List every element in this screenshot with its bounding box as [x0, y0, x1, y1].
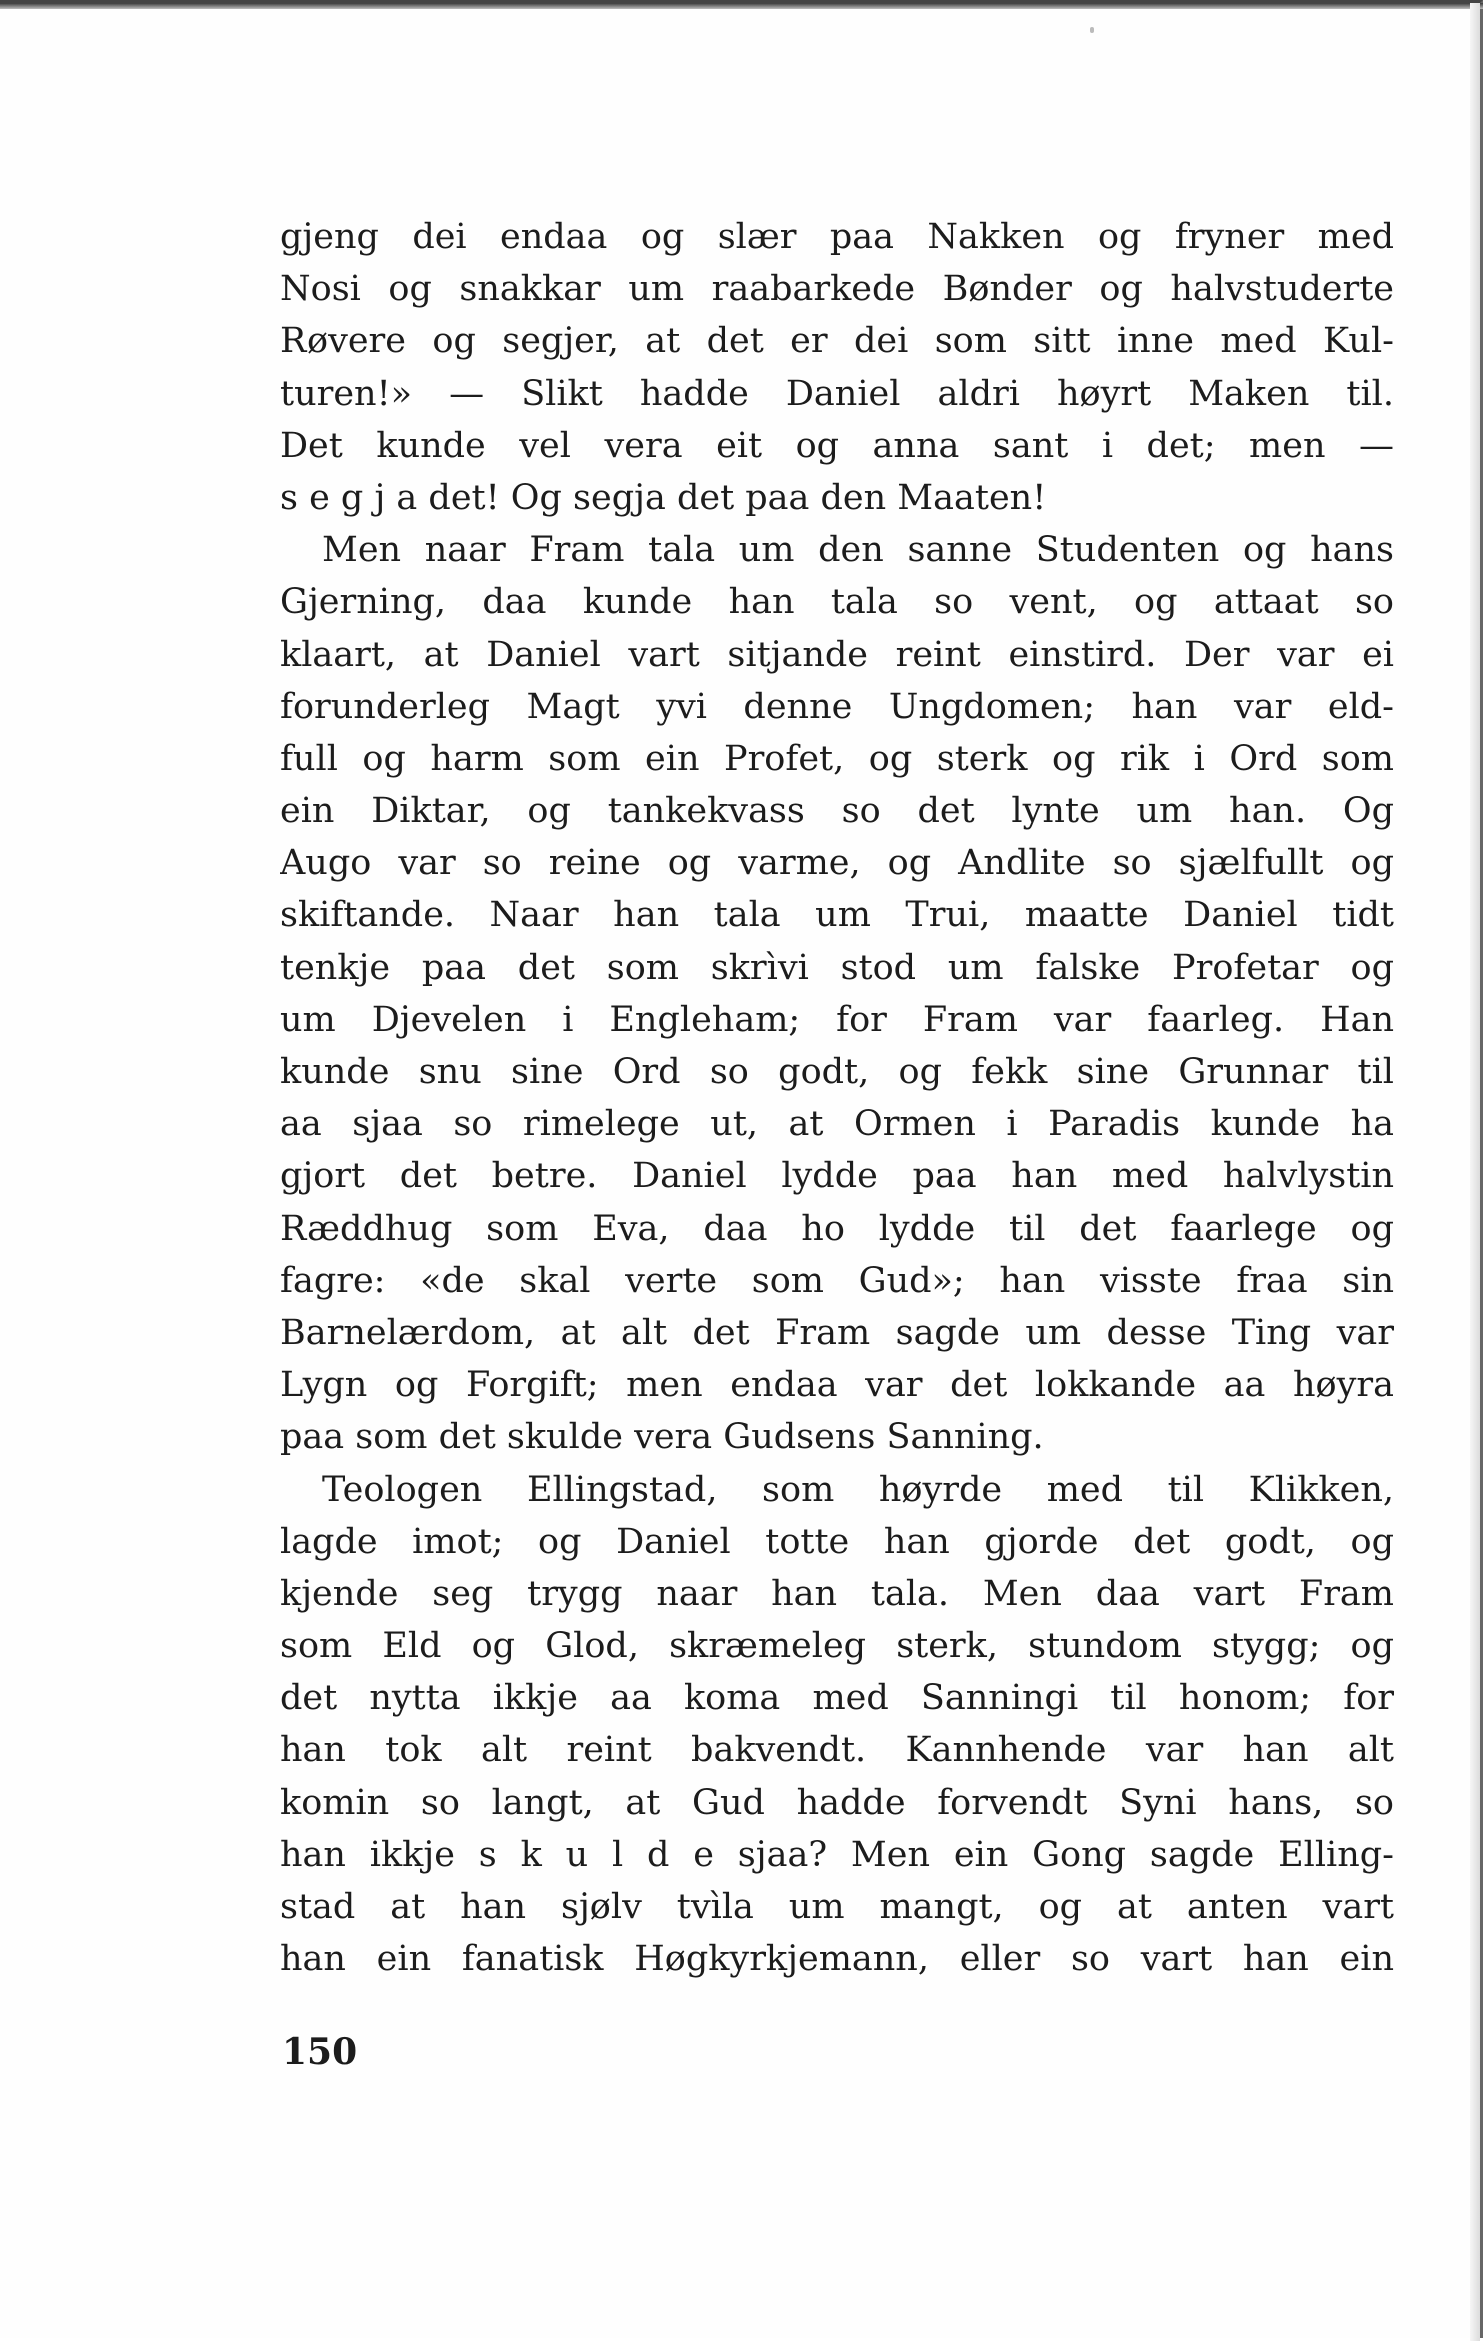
- text-line: stad at han sjølv tvìla um mangt, og at anten vart: [280, 1887, 1394, 1927]
- text-line: Teologen Ellingstad, som høyrde med til Klikken,: [322, 1469, 1394, 1510]
- text-line: Røvere og segjer, at det er dei som sitt inne med Kul-: [280, 321, 1394, 362]
- text-line: Lygn og Forgift; men endaa var det lokkande aa høyra: [280, 1365, 1394, 1406]
- text-line: Barnelærdom, at alt det Fram sagde um desse Ting var: [280, 1312, 1394, 1353]
- text-line: kunde snu sine Ord so godt, og fekk sine Grunnar til: [280, 1052, 1394, 1092]
- text-line: han ein fanatisk Høgkyrkjemann, eller so vart han ein: [280, 1939, 1394, 1980]
- text-line: turen!» — Slikt hadde Daniel aldri høyrt Maken til.: [280, 373, 1394, 414]
- text-line: Ræddhug som Eva, daa ho lydde til det faarlege og: [280, 1208, 1394, 1249]
- text-line: um Djevelen i Engleham; for Fram var faarleg. Han: [280, 999, 1394, 1040]
- text-line: Gjerning, daa kunde han tala so vent, og attaat so: [280, 582, 1394, 623]
- text-line: Det kunde vel vera eit og anna sant i det; men —: [280, 425, 1394, 466]
- text-line: det nytta ikkje aa koma med Sanningi til honom; for: [280, 1678, 1394, 1719]
- body-text: [280, 211, 1394, 1985]
- page-number: 150: [282, 2031, 358, 2073]
- text-line: lagde imot; og Daniel totte han gjorde det godt, og: [280, 1521, 1394, 1562]
- text-line: gjort det betre. Daniel lydde paa han med halvlystin: [280, 1156, 1394, 1197]
- text-line: s e g j a det! Og segja det paa den Maaten!: [280, 477, 1047, 518]
- text-line: aa sjaa so rimelege ut, at Ormen i Paradis kunde ha: [280, 1104, 1394, 1145]
- text-line: skiftande. Naar han tala um Trui, maatte Daniel tidt: [280, 895, 1394, 936]
- text-line: ein Diktar, og tankekvass so det lynte um han. Og: [280, 791, 1394, 832]
- scan-speck: [1090, 27, 1094, 33]
- text-line: han tok alt reint bakvendt. Kannhende var han alt: [280, 1730, 1394, 1771]
- text-line: paa som det skulde vera Gudsens Sanning.: [280, 1417, 1044, 1458]
- text-line: kjende seg trygg naar han tala. Men daa vart Fram: [280, 1573, 1394, 1614]
- text-line: Augo var so reine og varme, og Andlite so sjælfullt og: [280, 843, 1394, 884]
- text-line: gjeng dei endaa og slær paa Nakken og fryner med: [280, 217, 1394, 257]
- text-line: som Eld og Glod, skræmeleg sterk, stundom stygg; og: [280, 1626, 1394, 1667]
- text-line: tenkje paa det som skrìvi stod um falske Profetar og: [280, 947, 1394, 988]
- text-line: forunderleg Magt yvi denne Ungdomen; han var eld-: [280, 686, 1394, 727]
- text-line: Men naar Fram tala um den sanne Studenten og hans: [322, 530, 1394, 571]
- text-line: komin so langt, at Gud hadde forvendt Syni hans, so: [280, 1782, 1394, 1823]
- scan-right-edge: [1470, 3, 1480, 2341]
- scan-top-edge: [0, 3, 1483, 9]
- text-line: han ikkje s k u l d e sjaa? Men ein Gong sagde Elling-: [280, 1834, 1394, 1875]
- text-line: full og harm som ein Profet, og sterk og rik i Ord som: [280, 738, 1394, 779]
- text-line: Nosi og snakkar um raabarkede Bønder og halvstuderte: [280, 269, 1394, 310]
- text-line: klaart, at Daniel vart sitjande reint einstird. Der var ei: [280, 634, 1394, 675]
- text-line: fagre: «de skal verte som Gud»; han visste fraa sin: [280, 1260, 1394, 1301]
